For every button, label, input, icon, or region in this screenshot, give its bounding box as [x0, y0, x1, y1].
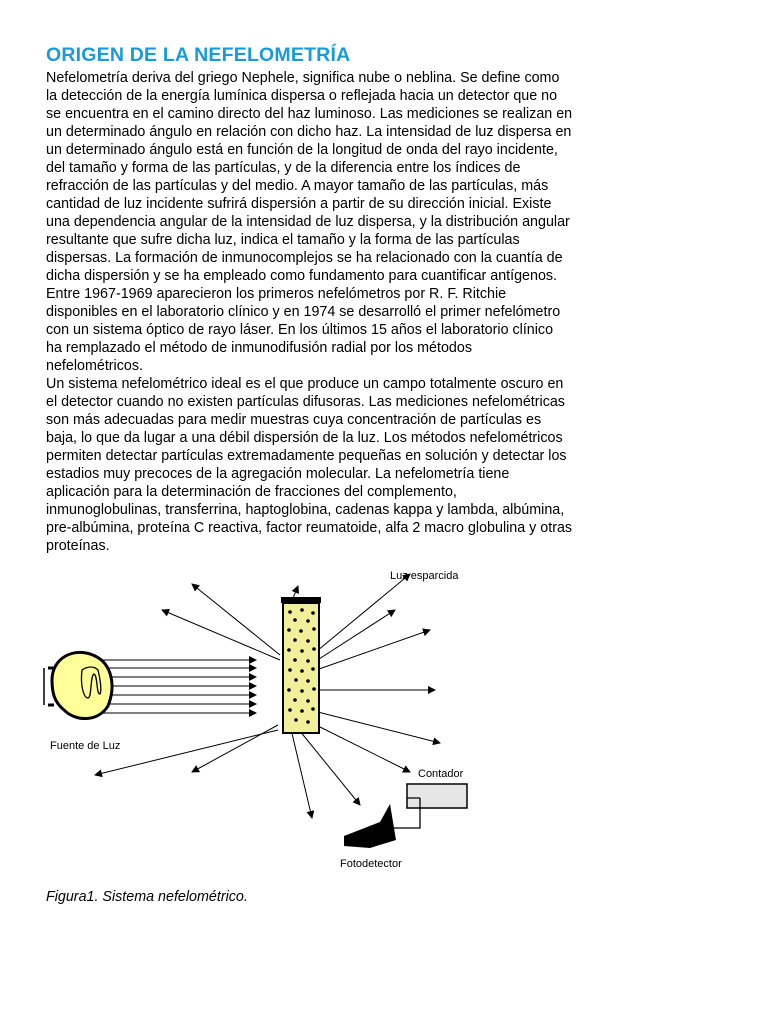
light-source-bulb: [44, 652, 112, 718]
nephelometry-figure: [40, 560, 600, 880]
label-light-source: Fuente de Luz: [50, 740, 121, 752]
scattered-rays: [95, 574, 440, 818]
page-title: ORIGEN DE LA NEFELOMETRÍA: [46, 44, 351, 66]
figure-caption: Figura1. Sistema nefelométrico.: [46, 889, 248, 905]
counter-box: [390, 784, 467, 828]
label-scattered-light: Luz esparcida: [390, 570, 459, 582]
cuvette: [281, 597, 321, 733]
photodetector-shape: [344, 804, 396, 848]
label-counter: Contador: [418, 768, 464, 780]
label-photodetector: Fotodetector: [340, 858, 402, 870]
body-paragraphs: Nefelometría deriva del griego Nephele, significa nube o neblina. Se define como la detección de la energía lumínica dispersa o reflejada hacia un detector que no se encuentra en el camino directo del haz luminoso. Las mediciones se realizan en un determinado ángulo en relación con dicho haz. La intensidad de luz dispersa en un determinado ángulo está en función de la longitud de onda del rayo incidente, del tamaño y forma de las partículas, y de la diferencia entre los índices de refracción de las partículas y del medio. A mayor tamaño de las partículas, más cantidad de luz incidente sufrirá dispersión a partir de su dirección inicial. Existe una dependencia angular de la intensidad de luz dispersa, y la distribución angular resultante que sufre dicha luz, indica el tamaño y la forma de las partículas dispersas. La formación de inmunocomplejos se ha relacionado con la cuantía de dicha dispersión y se ha empleado como fundamento para cuantificar antígenos. Entre 1967-1969 aparecieron los primeros nefelómetros por R. F. Ritchie disponibles en el laboratorio clínico y en 1974 se desarrolló el primer nefelómetro con un sistema óptico de rayo láser. En los últimos 15 años el laboratorio clínico ha remplazado el método de inmunodifusión radial por los métodos nefelométricos. Un sistema nefelométrico ideal es el que produce un campo totalmente oscuro en el detector cuando no existen partículas difusoras. Las mediciones nefelométricas son más adecuadas para medir muestras cuya concentración de partículas es baja, lo que da lugar a una débil dispersión de la luz. Los métodos nefelométricos permiten detectar partículas extremadamente pequeñas en solución y detectar los estadios muy precoces de la agregación molecular. La nefelometría tiene aplicación para la determinación de fracciones del complemento, inmunoglobulinas, transferrina, haptoglobina, cadenas kappa y lambda, albúmina, pre-albúmina, proteína C reactiva, factor reumatoide, alfa 2 macro globulina y otras proteínas.: [46, 70, 573, 554]
